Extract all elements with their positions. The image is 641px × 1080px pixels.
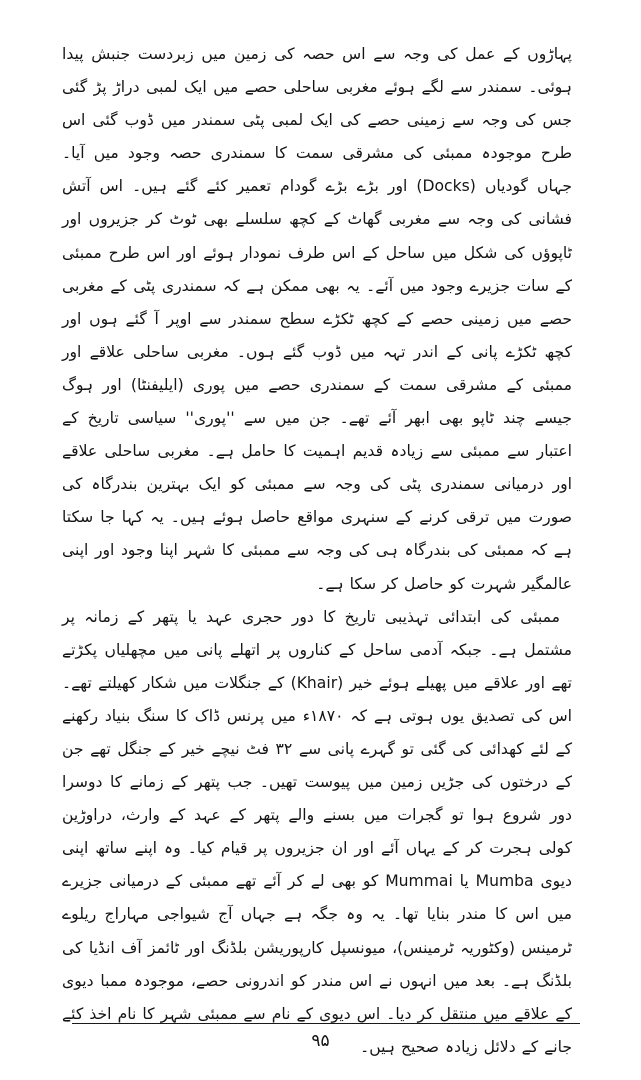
body-text: [62, 38, 572, 1064]
paragraph-2: ممبئی کی ابتدائی تہذیبی تاریخ کا دور حجری عہد یا پتھر کے زمانہ پر مشتمل ہے۔ جبکہ آدمی ساحل کے کناروں پر اتھلے پانی میں مچھلیاں پکڑتے تھے اور علاقے میں پھیلے ہوئے خیر (Khair) کے جنگلات میں شکار کھیلتے تھے۔ اس کی تصدیق یوں ہوتی ہے کہ ۱۸۷۰ء میں پرنس ڈاک کا سنگ بنیاد رکھنے کے لئے کھدائی کی گئی تو گہرے پانی سے ۳۲ فٹ نیچے خیر کے جنگل تھے جن کے درختوں کی جڑیں زمین میں پیوست تھیں۔ جب پتھر کے زمانے کا دوسرا دور شروع ہوا تو گجرات میں بسنے والے پتھر کے عہد کے وارث، دراوڑین کولی ہجرت کر کے یہاں آئے اور ان جزیروں پر قیام کیا۔ وہ اپنے ساتھ اپنی دیوی Mumba یا Mummai کو بھی لے کر آئے تھے ممبئی کے درمیانی جزیرے میں اس کا مندر بنایا تھا۔ یہ وہ جگہ ہے جہاں آج شیواجی مہاراج ریلوے ٹرمینس (وکٹوریہ ٹرمینس)، میونسپل کارپوریشن بلڈنگ اور ٹائمز آف انڈیا کی بلڈنگ ہے۔ بعد میں انہوں نے اس مندر کو اندرونی حصے، موجودہ ممبا دیوی کے علاقے میں منتقل کر دیا۔ اس دیوی کے نام سے ممبئی شہر کا نام اخذ کئے جانے کے دلائل زیادہ صحیح ہیں۔: [62, 607, 573, 1056]
page-number: ۹۵: [311, 1031, 330, 1051]
paragraph-1: پہاڑوں کے عمل کی وجہ سے اس حصہ کی زمین میں زبردست جنبش پیدا ہوئی۔ سمندر سے لگے ہوئے مغربی ساحلی حصے میں ایک لمبی دراڑ پڑ گئی جس کی وجہ سے زمینی حصے کی ایک لمبی پٹی سمندر میں ڈوب گئی اس طرح موجودہ ممبئی کی مشرقی سمت کا سمندری حصہ وجود میں آیا۔ جہاں گودیاں (Docks) اور بڑے بڑے گودام تعمیر کئے گئے ہیں۔ اس آتش فشانی کی وجہ سے مغربی گھاٹ کے کچھ سلسلے بھی ٹوٹ کر جزیروں اور ٹاپوؤں کی شکل میں ساحل کے اس طرف نمودار ہوئے اور اس طرح ممبئی کے سات جزیرے وجود میں آئے۔ یہ بھی ممکن ہے کہ سمندری پٹی کے مغربی حصے میں زمینی حصے کے کچھ ٹکڑے سطح سمندر سے اوپر آ گئے ہوں اور کچھ ٹکڑے پانی کے اندر تہہ میں ڈوب گئے ہوں۔ مغربی ساحلی علاقے اور ممبئی کے مشرقی سمت کے سمندری حصے میں پوری (ایلیفنٹا) اور ہوگ جیسے چند ٹاپو بھی ابھر آئے تھے۔ جن میں سے ''پوری'' سیاسی تاریخ کے اعتبار سے ممبئی سے زیادہ قدیم اہمیت کا حامل ہے۔ مغربی ساحلی علاقے اور درمیانی سمندری پٹی کی وجہ سے ممبئی کو ایک بہترین بندرگاہ کی صورت میں ترقی کرنے کے سنہری مواقع حاصل ہوئے ہیں۔ یہ کہا جا سکتا ہے کہ ممبئی کی بندرگاہ ہی کی وجہ سے ممبئی کا شہر اپنا وجود اور اپنی عالمگیر شہرت کو حاصل کر سکا ہے۔: [62, 45, 573, 593]
footer-divider: [72, 1023, 580, 1024]
